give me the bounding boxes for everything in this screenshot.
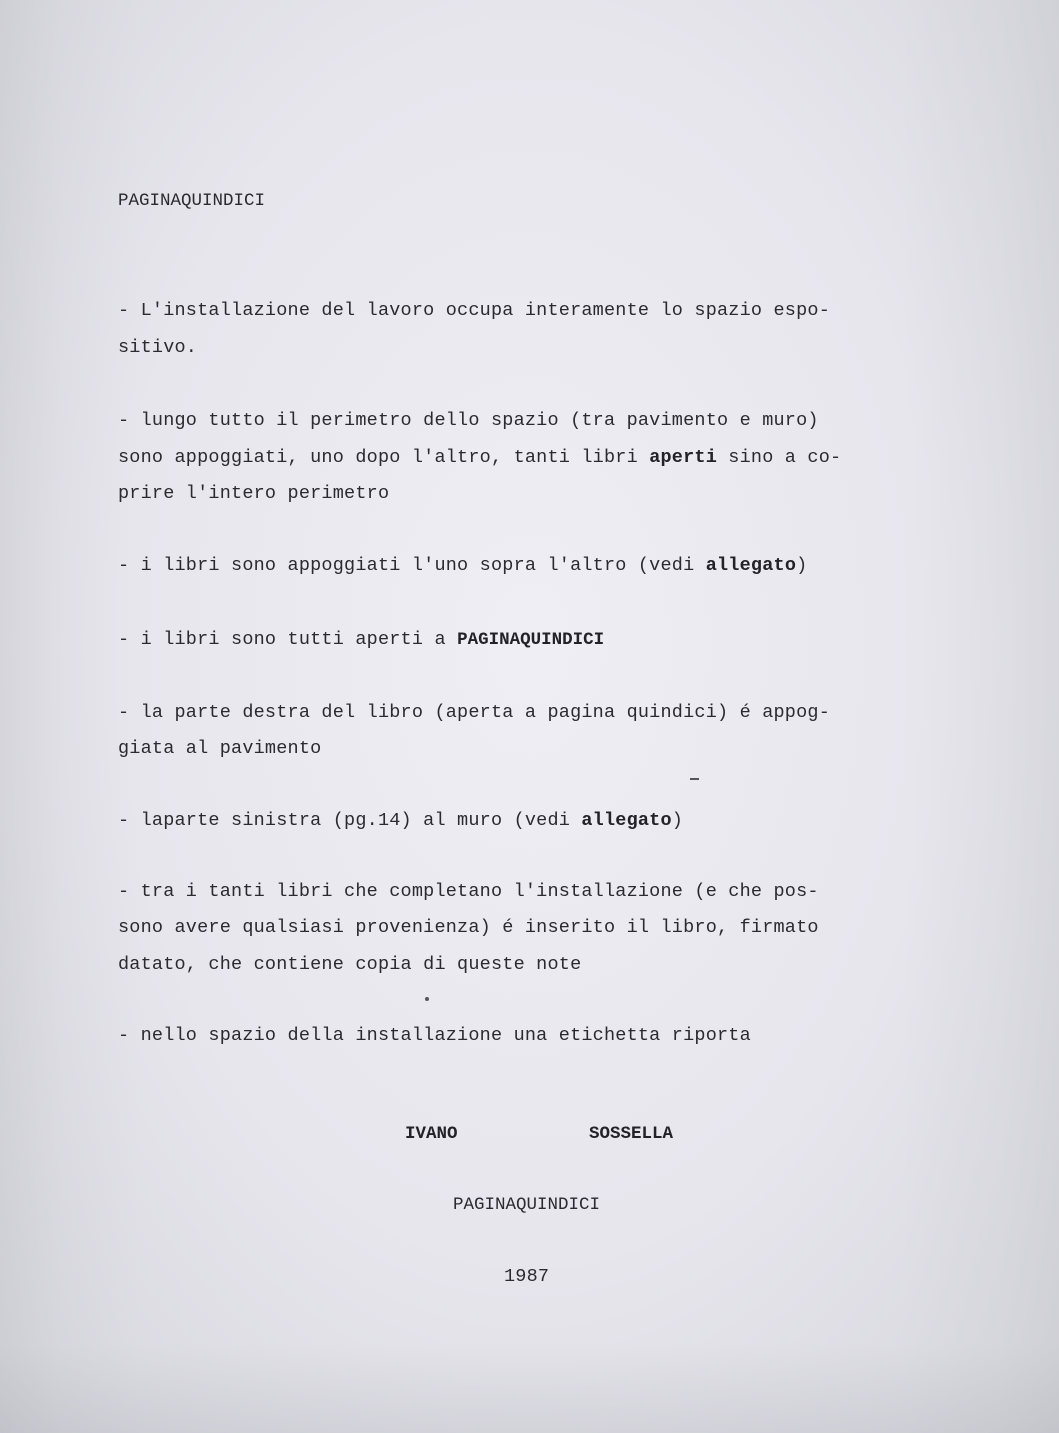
emphasis-allegato-2: allegato — [581, 810, 672, 831]
paragraph-1-line-2: sitivo. — [118, 337, 198, 358]
paragraph-7-line-2: sono avere qualsiasi provenienza) é inserito il libro, firmato — [118, 917, 819, 938]
label-year: 1987 — [504, 1266, 550, 1287]
paragraph-5-line-1: - la parte destra del libro (aperta a pagina quindici) é appog- — [118, 702, 831, 723]
label-first-name: IVANO — [405, 1124, 458, 1144]
ink-speck — [425, 997, 429, 1001]
paragraph-5-line-2: giata al pavimento — [118, 738, 322, 759]
paragraph-1-line-1: - L'installazione del lavoro occupa interamente lo spazio espo- — [118, 300, 831, 321]
paragraph-2-text-b: sino a co- — [717, 447, 842, 468]
paragraph-2-line-3: prire l'intero perimetro — [118, 483, 390, 504]
paragraph-6-text-a: - laparte sinistra (pg.14) al muro (vedi — [118, 810, 582, 831]
emphasis-aperti: aperti — [649, 447, 717, 468]
emphasis-allegato-1: allegato — [705, 555, 797, 576]
document-heading: PAGINAQUINDICI — [118, 191, 266, 211]
ink-mark — [690, 778, 699, 780]
paragraph-2-text-a: sono appoggiati, uno dopo l'altro, tanti libri — [118, 447, 650, 468]
paragraph-8: - nello spazio della installazione una etichetta riporta — [118, 1025, 751, 1046]
paragraph-6 — [118, 810, 683, 832]
paragraph-6-text-b: ) — [671, 810, 684, 831]
paragraph-2-line-2 — [118, 447, 841, 469]
paragraph-3-text-b: ) — [796, 555, 808, 576]
paragraph-2-line-1: - lungo tutto il perimetro dello spazio (tra pavimento e muro) — [118, 410, 819, 431]
label-last-name: SOSSELLA — [589, 1124, 674, 1144]
label-title: PAGINAQUINDICI — [453, 1195, 601, 1215]
paragraph-3 — [118, 555, 807, 577]
paragraph-4-text: - i libri sono tutti aperti a — [118, 629, 458, 650]
emphasis-paginaquindici: PAGINAQUINDICI — [457, 630, 605, 650]
paragraph-7-line-3: datato, che contiene copia di queste note — [118, 954, 582, 975]
paragraph-4 — [118, 629, 604, 651]
paragraph-3-text-a: - i libri sono appoggiati l'uno sopra l'altro (vedi — [118, 555, 706, 576]
paragraph-7-line-1: - tra i tanti libri che completano l'installazione (e che pos- — [118, 881, 819, 902]
